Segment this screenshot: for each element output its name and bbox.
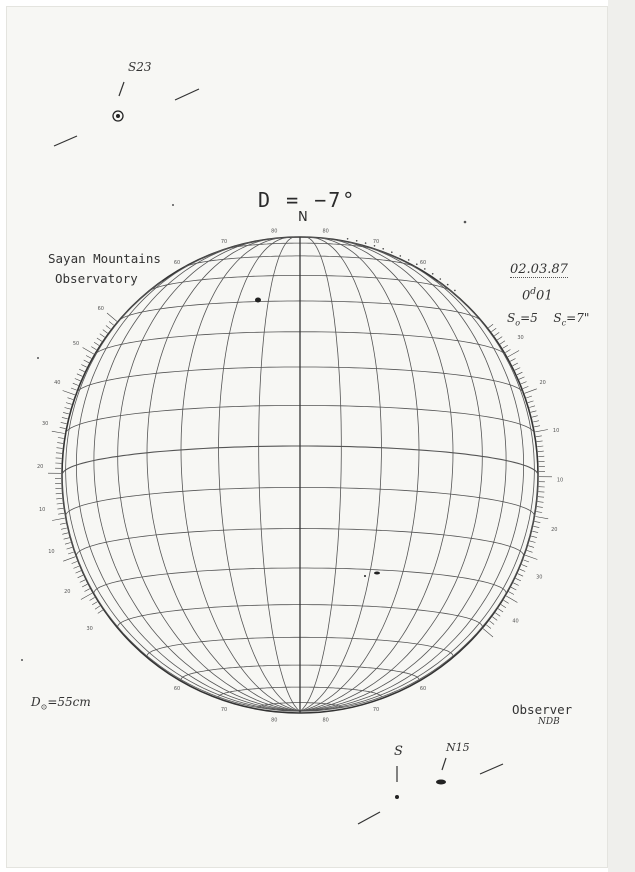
limb-tick [535, 517, 548, 519]
observatory-name: Sayan Mountains [48, 251, 161, 266]
rim-dot [440, 278, 442, 280]
limb-tick [62, 533, 68, 535]
limb-scale-label: 30 [86, 625, 93, 632]
limb-scale-label: 30 [42, 421, 49, 428]
limb-scale-label: 80 [322, 228, 329, 235]
longitude-line [181, 238, 300, 711]
sunspot [255, 298, 261, 303]
limb-scale-label: 80 [322, 717, 329, 724]
limb-tick [67, 547, 73, 549]
limb-tick [79, 369, 84, 372]
limb-tick [85, 589, 90, 592]
limb-tick [56, 493, 62, 494]
limb-scale-label: 40 [512, 618, 519, 625]
limb-tick [513, 363, 518, 366]
rim-dot [432, 273, 434, 275]
limb-tick [74, 566, 80, 568]
limb-tick [92, 602, 97, 605]
limb-tick [56, 453, 62, 454]
limb-scale-label: 20 [64, 589, 71, 595]
limb-tick [81, 593, 92, 599]
limb-tick [489, 621, 494, 625]
limb-tick [534, 521, 540, 522]
limb-scale-label: 70 [220, 707, 228, 713]
time-sup: d [530, 287, 537, 297]
limb-scale-label: 20 [551, 527, 558, 534]
limb-tick [538, 456, 544, 457]
limb-tick [71, 388, 77, 390]
limb-tick [505, 350, 510, 353]
rim-dot [356, 240, 358, 242]
limb-tick [98, 610, 103, 613]
limb-tick [73, 383, 79, 385]
limb-scale-label: 20 [539, 379, 546, 386]
limb-tick [518, 574, 523, 577]
limb-tick [538, 451, 544, 452]
limb-tick [509, 592, 514, 595]
limb-tick [64, 538, 70, 540]
limb-tick [529, 406, 535, 408]
limb-tick [537, 446, 543, 447]
limb-tick [528, 401, 534, 403]
limb-tick [536, 436, 542, 437]
limb-tick [515, 368, 520, 371]
limb-scale-label: 10 [556, 477, 564, 484]
limb-tick [523, 386, 529, 388]
limb-tick [91, 347, 96, 350]
limb-tick [501, 605, 506, 608]
limb-tick [525, 389, 537, 394]
limb-tick [80, 580, 85, 583]
limb-tick [522, 565, 528, 567]
limb-tick [83, 348, 94, 355]
limb-scale-label: 60 [419, 686, 427, 692]
limb-scale-label: 80 [271, 717, 278, 724]
limb-tick [78, 575, 83, 578]
limb-tick [103, 330, 108, 334]
declination-heading: D = −7° [258, 188, 357, 212]
limb-tick [68, 398, 74, 400]
observation-time [522, 287, 553, 303]
rim-dot [365, 242, 367, 244]
limb-tick [68, 552, 74, 554]
limb-tick [76, 571, 82, 573]
limb-tick [62, 417, 68, 418]
limb-tick [508, 351, 519, 357]
longitude-line [76, 250, 300, 712]
longitude-line [300, 240, 482, 711]
limb-scale-label: 70 [372, 239, 380, 245]
sketch-mark [442, 758, 446, 770]
limb-tick [65, 408, 71, 410]
limb-scale-label: 10 [48, 549, 55, 555]
limb-tick [56, 498, 62, 499]
limb-tick [526, 396, 532, 398]
rim-dot [382, 248, 384, 250]
limb-tick [535, 430, 548, 432]
longitude-line [300, 242, 506, 711]
limb-tick [52, 431, 65, 433]
observation-date: 02.03.87 [510, 262, 568, 277]
rim-dot [408, 259, 410, 261]
sketch-mark [175, 89, 199, 100]
limb-tick [66, 403, 72, 405]
limb-scale-label: 10 [552, 427, 560, 434]
limb-scale-label: 10 [39, 506, 46, 513]
limb-scale-label: 70 [372, 707, 380, 713]
limb-tick [72, 561, 78, 563]
limb-tick [503, 345, 508, 348]
rim-dot [400, 255, 402, 257]
limb-tick [525, 555, 537, 559]
limb-tick [497, 337, 502, 340]
limb-tick [65, 543, 71, 545]
limb-tick [536, 512, 542, 513]
longitude-line [300, 238, 419, 711]
limb-scale-label: 30 [517, 335, 524, 342]
limb-tick [494, 332, 499, 336]
rim-dot [454, 290, 456, 292]
rim-dot [391, 251, 393, 253]
limb-tick [81, 365, 86, 368]
sunspot [374, 572, 380, 575]
limb-tick [483, 629, 493, 637]
limb-scale-label: 60 [173, 686, 181, 692]
scan-speck [172, 204, 174, 206]
seeing-c-label: S [553, 311, 562, 325]
longitude-line [259, 237, 300, 711]
limb-scale-label: 60 [97, 305, 104, 312]
sketch-mark [119, 82, 124, 96]
limb-tick [52, 518, 65, 520]
limb-tick [511, 587, 516, 590]
north-marker: N [298, 210, 308, 225]
limb-tick [531, 536, 537, 538]
limb-scale-label: 60 [173, 260, 181, 266]
limb-tick [498, 609, 503, 612]
limb-tick [538, 502, 544, 503]
limb-tick [109, 322, 114, 326]
limb-tick [488, 324, 493, 328]
limb-tick [491, 328, 496, 332]
limb-tick [60, 427, 66, 428]
diameter-label: D [31, 695, 41, 709]
longitude-line [94, 242, 300, 711]
limb-tick [100, 334, 105, 337]
limb-tick [95, 606, 100, 609]
limb-scale-label: 50 [72, 341, 80, 347]
seeing-quality [507, 311, 589, 327]
limb-tick [58, 513, 64, 514]
limb-tick [513, 583, 518, 586]
diameter-sub: ⊙ [40, 702, 48, 712]
limb-tick [531, 411, 537, 413]
limb-tick [61, 528, 67, 529]
limb-tick [517, 372, 522, 375]
seeing-c-value: =7" [566, 311, 590, 325]
limb-tick [537, 441, 543, 442]
seeing-s-value: =5 [520, 311, 538, 325]
limb-tick [58, 438, 64, 439]
sketch-mark [358, 812, 380, 824]
limb-tick [492, 617, 497, 621]
scan-speck [37, 357, 39, 359]
limb-tick [506, 596, 517, 603]
limb-tick [97, 338, 102, 341]
limb-tick [57, 508, 63, 509]
limb-tick [530, 541, 536, 543]
diameter-value: =55cm [47, 695, 91, 709]
limb-tick [510, 359, 515, 362]
spot-group-s23 [113, 111, 123, 121]
limb-tick [519, 377, 525, 379]
annotation-s: S [394, 744, 403, 759]
limb-tick [486, 625, 491, 629]
limb-tick [533, 421, 539, 422]
limb-tick [534, 426, 540, 427]
seeing-s-sub: o [515, 318, 521, 328]
limb-tick [57, 443, 63, 444]
limb-scale-label: 40 [54, 379, 61, 386]
time-suffix: 01 [536, 288, 553, 304]
time-prefix: 0 [522, 288, 531, 304]
limb-tick [57, 503, 63, 504]
limb-tick [520, 569, 526, 571]
limb-tick [495, 613, 500, 616]
limb-tick [75, 379, 81, 381]
limb-tick [86, 356, 91, 359]
limb-tick [532, 531, 538, 532]
longitude-line [300, 237, 341, 711]
limb-scale-label: 30 [536, 574, 543, 581]
limb-tick [77, 374, 82, 377]
rim-dot [424, 268, 426, 270]
limb-tick [84, 360, 89, 363]
limb-tick [527, 550, 533, 552]
observatory-label: Observatory [55, 271, 138, 286]
limb-tick [528, 546, 534, 548]
limb-tick [90, 597, 95, 600]
annotation-n15: N15 [446, 741, 470, 754]
limb-tick [504, 600, 509, 603]
limb-tick [57, 448, 63, 449]
limb-tick [94, 342, 99, 345]
limb-tick [533, 526, 539, 527]
limb-tick [63, 391, 75, 395]
sketch-mark [480, 764, 503, 774]
observer-label: Observer [512, 702, 573, 717]
limb-tick [523, 560, 529, 562]
rim-dot [374, 245, 376, 247]
limb-tick [63, 412, 69, 414]
sketch-mark [54, 136, 77, 146]
sunspot [364, 575, 366, 577]
limb-tick [60, 523, 66, 524]
limb-tick [61, 422, 67, 423]
limb-scale-label: 60 [419, 260, 427, 266]
limb-scale-label: 80 [271, 228, 278, 235]
limb-tick [537, 507, 543, 508]
limb-scale-label: 20 [37, 463, 44, 470]
limb-tick [516, 578, 521, 581]
limb-tick [63, 557, 75, 562]
limb-tick [538, 497, 544, 498]
rim-dot [347, 238, 349, 240]
spot-group-n15 [436, 780, 446, 785]
limb-scale-label: 70 [220, 239, 228, 245]
limb-tick [532, 416, 538, 418]
seeing-s-label: S [507, 311, 516, 325]
annotation-s23: S23 [128, 60, 152, 74]
longitude-line [300, 250, 524, 712]
limb-tick [82, 584, 87, 587]
disk-diameter [31, 695, 91, 711]
rim-dot [447, 284, 449, 286]
scan-speck [464, 221, 467, 224]
limb-tick [106, 326, 111, 330]
sunspot [395, 795, 399, 799]
scan-speck [21, 659, 23, 661]
seeing-c-sub: c [561, 318, 567, 328]
rim-dot [416, 263, 418, 265]
limb-tick [107, 313, 117, 321]
limb-tick [521, 382, 527, 384]
observer-name: NDB [538, 717, 560, 727]
longitude-line [118, 240, 300, 711]
limb-tick [500, 341, 505, 344]
